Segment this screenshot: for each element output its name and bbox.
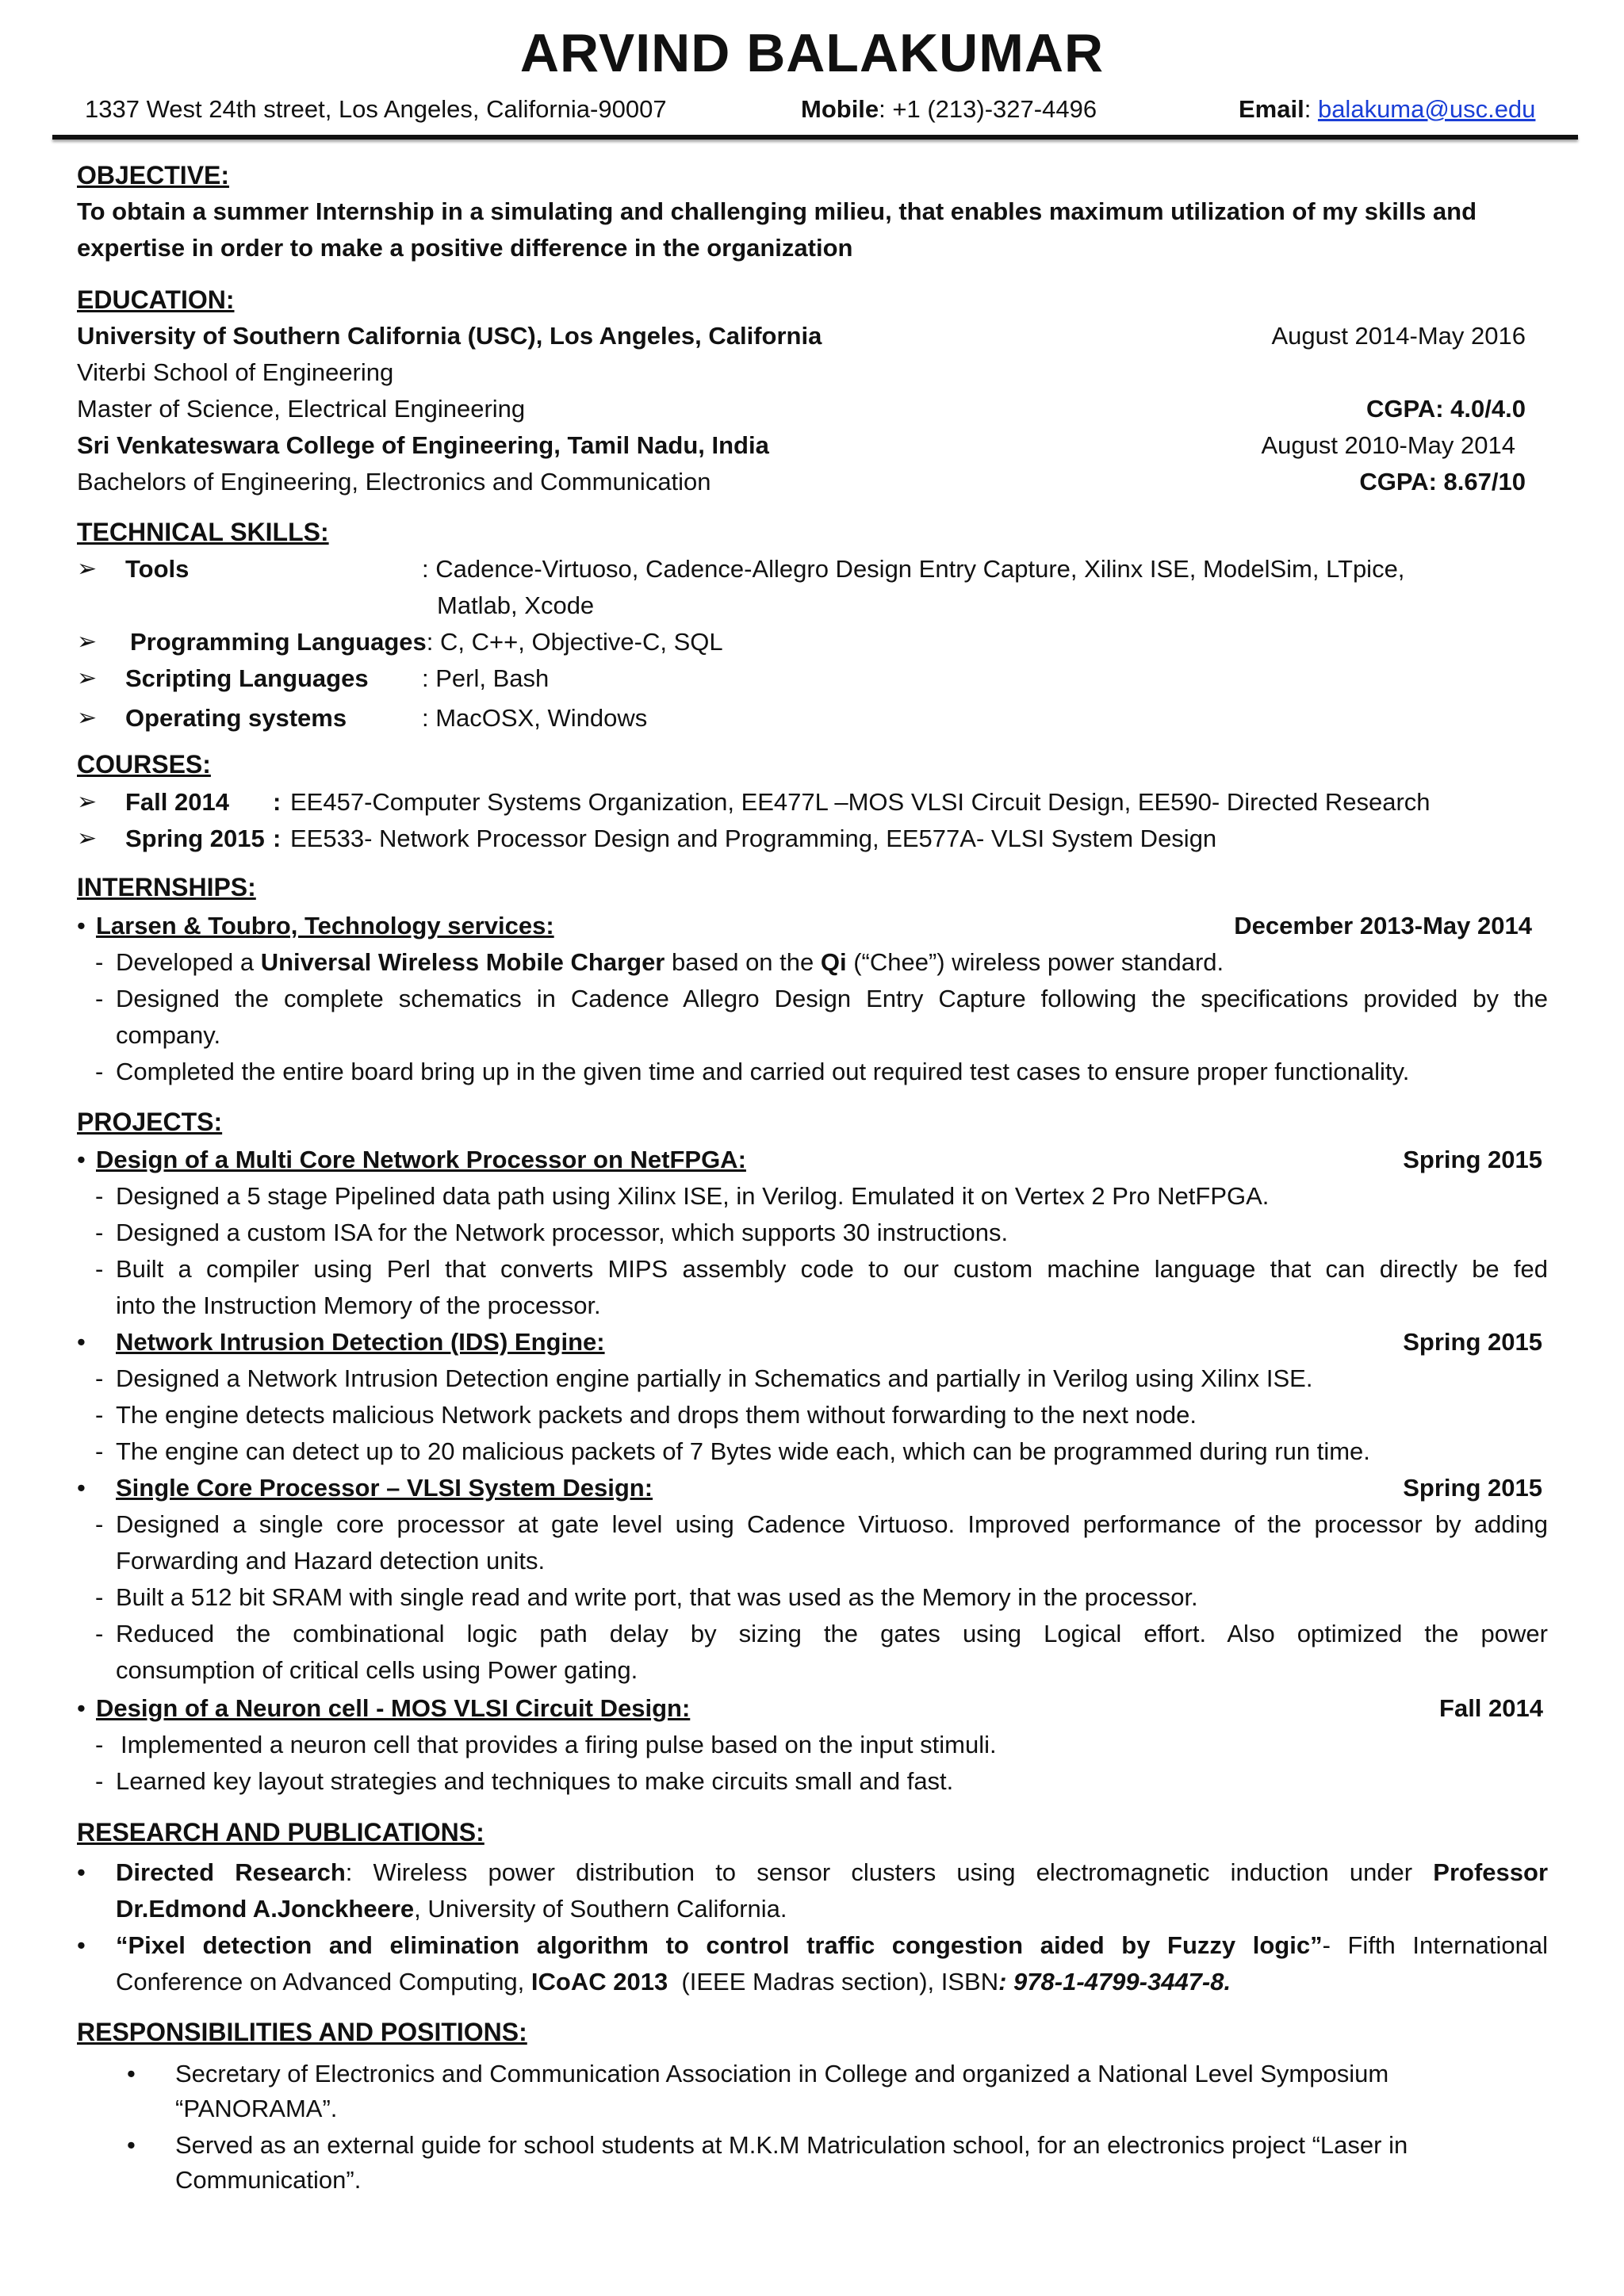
operating-systems-value: : MacOSX, Windows: [422, 704, 648, 732]
technical-skills-heading: TECHNICAL SKILLS:: [77, 518, 329, 546]
dash-icon: -: [95, 985, 104, 1012]
qi-emphasis: Qi: [820, 948, 847, 976]
project-4-bullet-1: Implemented a neuron cell that provides a firing pulse based on the input stimuli.: [121, 1731, 997, 1758]
usc-name: University of Southern California (USC), Los Angeles, California: [77, 322, 822, 350]
spring-2015-courses: EE533- Network Processor Design and Programming, EE577A- VLSI System Design: [290, 825, 1217, 852]
project-3-bullet-2: Built a 512 bit SRAM with single read and write port, that was used as the Memory in the processor.: [116, 1583, 1198, 1611]
operating-systems-label: Operating systems: [125, 704, 347, 732]
project-1-bullet-1: Designed a 5 stage Pipelined data path using Xilinx ISE, in Verilog. Emulated it on Vertex 2 Pro NetFPGA.: [116, 1182, 1270, 1210]
internships-heading: INTERNSHIPS:: [77, 873, 256, 901]
responsibility-1-line-2: “PANORAMA”.: [175, 2095, 338, 2122]
address: 1337 West 24th street, Los Angeles, California-90007: [85, 95, 667, 123]
project-4-title: Design of a Neuron cell - MOS VLSI Circuit Design:: [96, 1694, 691, 1722]
arrow-bullet-icon: ➢: [77, 629, 98, 655]
internship-bullet-2-line-2: company.: [116, 1021, 221, 1049]
project-2-bullet-1: Designed a Network Intrusion Detection engine partially in Schematics and partially in Verilog using Xilinx ISE.: [116, 1364, 1313, 1392]
bullet-icon: •: [77, 1858, 86, 1886]
project-1-bullet-3-line-2: into the Instruction Memory of the processor.: [116, 1292, 601, 1319]
research-1-line-2: [116, 1893, 787, 1925]
bullet-icon: •: [77, 1931, 86, 1959]
project-1-date: Spring 2015: [1403, 1146, 1542, 1173]
conference-name: ICoAC 2013: [530, 1968, 668, 1996]
project-2-date: Spring 2015: [1403, 1328, 1542, 1356]
dash-icon: -: [95, 1510, 104, 1538]
project-2-bullet-2: The engine detects malicious Network packets and drops them without forwarding to the next node.: [116, 1401, 1197, 1429]
project-1-bullet-3-line-1: Built a compiler using Perl that converts MIPS assembly code to our custom machine language that can directly be fed: [116, 1255, 1548, 1283]
dash-icon: -: [95, 1437, 104, 1465]
professor-label: Professor: [1433, 1858, 1549, 1886]
usc-cgpa: CGPA: 4.0/4.0: [1365, 395, 1526, 423]
spring-2015-label: Spring 2015: [125, 825, 265, 852]
internship-bullet-2-line-1: Designed the complete schematics in Cadence Allegro Design Entry Capture following the specifications provided by the: [116, 985, 1548, 1012]
email-line: [1239, 94, 1535, 125]
candidate-name: ARVIND BALAKUMAR: [519, 23, 1105, 83]
internship-bullet-3: Completed the entire board bring up in the given time and carried out required test cases to ensure proper functionality.: [116, 1058, 1410, 1085]
directed-research-label: Directed Research: [116, 1858, 346, 1886]
charger-emphasis: Universal Wireless Mobile Charger: [260, 948, 665, 976]
scripting-languages-value: : Perl, Bash: [422, 664, 550, 692]
objective-heading: OBJECTIVE:: [77, 161, 230, 189]
dash-icon: -: [95, 1364, 104, 1392]
bullet-icon: •: [77, 1474, 86, 1502]
project-3-bullet-1-line-1: Designed a single core processor at gate level using Cadence Virtuoso. Improved performance of the processor by adding: [116, 1510, 1548, 1538]
project-3-title: Single Core Processor – VLSI System Design:: [116, 1474, 653, 1502]
bullet-icon: •: [127, 2060, 136, 2087]
responsibility-2-line-1: Served as an external guide for school students at M.K.M Matriculation school, for an electronics project “Laser in: [175, 2131, 1408, 2159]
email-label: Email: [1239, 95, 1304, 123]
usc-school: Viterbi School of Engineering: [77, 358, 394, 386]
research-1-line-1: [116, 1854, 1548, 1891]
dash-icon: -: [95, 1401, 104, 1429]
text-run: , University of Southern California.: [414, 1895, 787, 1923]
dash-icon: -: [95, 1767, 104, 1795]
dash-icon: -: [95, 1058, 104, 1085]
mobile-value: : +1 (213)-327-4496: [879, 95, 1097, 123]
projects-heading: PROJECTS:: [77, 1108, 223, 1136]
project-4-date: Fall 2014: [1439, 1694, 1543, 1722]
project-1-bullet-2: Designed a custom ISA for the Network processor, which supports 30 instructions.: [116, 1219, 1009, 1246]
internship-dates: December 2013-May 2014: [1234, 912, 1532, 939]
arrow-bullet-icon: ➢: [77, 556, 98, 582]
responsibility-2-line-2: Communication”.: [175, 2166, 362, 2194]
education-heading: EDUCATION:: [77, 285, 235, 314]
fall-2014-colon: :: [273, 788, 282, 816]
responsibility-1-line-1: Secretary of Electronics and Communication Association in College and organized a National Level Symposium: [175, 2060, 1389, 2087]
dash-icon: -: [95, 1731, 104, 1758]
dash-icon: -: [95, 1255, 104, 1283]
bullet-icon: •: [127, 2131, 136, 2159]
internship-bullet-1: [116, 947, 1224, 978]
usc-dates: August 2014-May 2016: [1271, 322, 1526, 350]
mobile-label: Mobile: [801, 95, 879, 123]
courses-heading: COURSES:: [77, 750, 211, 779]
mobile-line: [801, 94, 1097, 125]
tools-value-2: Matlab, Xcode: [437, 591, 595, 619]
svce-cgpa: CGPA: 8.67/10: [1359, 468, 1526, 496]
project-1-title: Design of a Multi Core Network Processor on NetFPGA:: [96, 1146, 746, 1173]
bullet-icon: •: [77, 1146, 86, 1173]
research-2-line-1: [116, 1927, 1548, 1964]
dash-icon: -: [95, 948, 104, 976]
dash-icon: -: [95, 1620, 104, 1647]
text-run: (“Chee”) wireless power standard.: [846, 948, 1224, 976]
research-2-line-2: [116, 1966, 1231, 1998]
text-run: Conference on Advanced Computing,: [116, 1968, 531, 1996]
project-3-bullet-3-line-2: consumption of critical cells using Power gating.: [116, 1656, 638, 1684]
dash-icon: -: [95, 1182, 104, 1210]
arrow-bullet-icon: ➢: [77, 789, 98, 815]
email-link[interactable]: balakuma@usc.edu: [1317, 95, 1536, 123]
fall-2014-label: Fall 2014: [125, 788, 229, 816]
svce-dates: August 2010-May 2014: [1261, 431, 1515, 459]
arrow-bullet-icon: ➢: [77, 825, 98, 851]
internship-title: Larsen & Toubro, Technology services:: [96, 912, 554, 939]
fall-2014-courses: EE457-Computer Systems Organization, EE477L –MOS VLSI Circuit Design, EE590- Directed Research: [290, 788, 1431, 816]
text-run: based on the: [665, 948, 821, 976]
svce-degree: Bachelors of Engineering, Electronics and Communication: [77, 468, 711, 496]
project-3-bullet-3-line-1: Reduced the combinational logic path delay by sizing the gates using Logical effort. Also optimized the power: [116, 1620, 1548, 1647]
text-run: Developed a: [116, 948, 261, 976]
objective-line-1: To obtain a summer Internship in a simulating and challenging milieu, that enables maximum utilization of my skills and: [77, 197, 1477, 225]
usc-degree: Master of Science, Electrical Engineering: [77, 395, 526, 423]
dash-icon: -: [95, 1219, 104, 1246]
responsibilities-heading: RESPONSIBILITIES AND POSITIONS:: [77, 2018, 527, 2046]
arrow-bullet-icon: ➢: [77, 705, 98, 731]
text-run: (IEEE Madras section), ISBN: [668, 1968, 999, 1996]
email-separator: :: [1304, 95, 1318, 123]
isbn-number: : 978-1-4799-3447-8.: [998, 1968, 1231, 1996]
bullet-icon: •: [77, 1328, 86, 1356]
spring-2015-colon: :: [273, 825, 282, 852]
paper-title: “Pixel detection and elimination algorithm to control traffic congestion aided by Fuzzy logic”: [116, 1931, 1323, 1959]
objective-line-2: expertise in order to make a positive difference in the organization: [77, 234, 853, 262]
programming-languages-value: : C, C++, Objective-C, SQL: [426, 628, 723, 656]
research-heading: RESEARCH AND PUBLICATIONS:: [77, 1818, 485, 1846]
arrow-bullet-icon: ➢: [77, 665, 98, 691]
programming-languages-line: [130, 626, 723, 658]
dash-icon: -: [95, 1583, 104, 1611]
project-4-bullet-2: Learned key layout strategies and techniques to make circuits small and fast.: [116, 1767, 954, 1795]
programming-languages-label: Programming Languages: [130, 628, 427, 656]
bullet-icon: •: [77, 912, 86, 939]
tools-label: Tools: [125, 555, 190, 583]
text-run: : Wireless power distribution to sensor clusters using electromagnetic induction under: [345, 1858, 1434, 1886]
svce-name: Sri Venkateswara College of Engineering, Tamil Nadu, India: [77, 431, 769, 459]
advisor-name: Dr.Edmond A.Jonckheere: [116, 1895, 415, 1923]
bullet-icon: •: [77, 1694, 86, 1722]
project-3-date: Spring 2015: [1403, 1474, 1542, 1502]
project-2-bullet-3: The engine can detect up to 20 malicious packets of 7 Bytes wide each, which can be programmed during run time.: [116, 1437, 1370, 1465]
project-3-bullet-1-line-2: Forwarding and Hazard detection units.: [116, 1547, 546, 1575]
scripting-languages-label: Scripting Languages: [125, 664, 369, 692]
header-divider: [52, 135, 1578, 140]
tools-value-1: : Cadence-Virtuoso, Cadence-Allegro Design Entry Capture, Xilinx ISE, ModelSim, LTpice,: [422, 555, 1405, 583]
project-2-title: Network Intrusion Detection (IDS) Engine:: [116, 1328, 605, 1356]
text-run: - Fifth International: [1322, 1931, 1548, 1959]
